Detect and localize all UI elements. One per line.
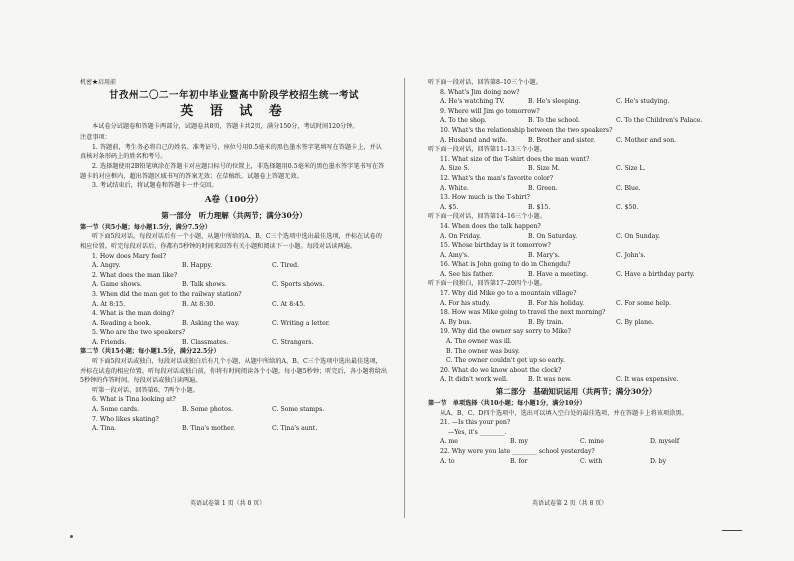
question-stem: 5. Who are the two speakers?	[92, 329, 186, 337]
option-a: A. Angry.	[92, 262, 121, 270]
option-row	[428, 375, 724, 385]
note-2: 2. 选择题使用2B铅笔填涂在答题卡对应题目标号的位置上，非选择题用0.5毫米的黑色墨水签字笔书写在答题卡的对应框内，超出答题区域书写的答案无效；在草稿纸、试题卷上答题无效。	[80, 162, 385, 180]
option-b: B. At 8:30.	[182, 300, 216, 308]
option-row	[428, 251, 724, 261]
option-c: C. Writing a letter.	[272, 319, 331, 327]
question-stem: 16. What is John going to do in Chengdu?	[440, 261, 571, 269]
question-stem: 22. Why were you late ________ school yesterday?	[440, 447, 595, 455]
option-c: C. mine	[580, 438, 604, 446]
option-row	[428, 164, 724, 174]
sec2-lead: 听第一段对话，回答第6、7两个小题。	[92, 386, 199, 394]
option-c: C. On Sunday.	[616, 232, 660, 240]
option-b: B. The owner was busy.	[446, 347, 520, 355]
part2-title: 第二部分 基础知识运用（共两节；满分30分）	[495, 387, 657, 396]
option-c: C. Size L.	[616, 165, 646, 173]
page-divider	[404, 78, 405, 518]
note-3: 3. 考试结束后，将试题卷和答题卡一并交回。	[92, 182, 218, 190]
option-row	[80, 405, 388, 415]
option-a: A. It didn't work well.	[440, 376, 508, 384]
question-stem: 14. When does the talk happen?	[440, 222, 541, 230]
question-stem: 21. —Is this your pen?	[440, 419, 511, 427]
option-c: C. To the Children's Palace.	[616, 117, 703, 125]
option-b: B. By train.	[528, 318, 564, 326]
option-a: A. The owner was ill.	[446, 338, 512, 346]
question-stem: 6. What is Tina looking at?	[92, 396, 176, 404]
sec2-instructions: 听下面5段对话或独白，每段对话或独白后有几个小题，从题中所给的A、B、C三个选项中选出最佳选项，并标在试卷的相应位置。听每段对话或独白前，你将有时间阅读各个小题，每小题5秒钟；听完后，各小题将给出5秒钟的作答时间。每段对话或独白读两遍。	[80, 358, 388, 385]
option-b: B. for	[510, 457, 528, 465]
option-b: B. He's sleeping.	[528, 98, 581, 106]
option-a: A. $5.	[440, 203, 459, 211]
option-a: A. me	[440, 438, 458, 446]
option-row	[428, 116, 724, 126]
option-a: A. At 8:15.	[92, 300, 126, 308]
option-d: D. myself	[650, 438, 680, 446]
page-2	[428, 78, 724, 466]
option-b: B. Tina's mother.	[182, 425, 236, 433]
option-c: C. He's studying.	[616, 98, 670, 106]
option-a: A. Tina.	[92, 425, 117, 433]
sec1-instructions: 听下面5段对话，每段对话后有一个小题，从题中所给的A、B、C三个选项中选出最佳选项，并标在试卷的相应位置。听完每段对话后，你都有5秒钟的时间来回答有关小题和阅读下一小题。每段对话读两遍。	[80, 233, 382, 250]
option-b: B. It was new.	[528, 376, 572, 384]
option-b: B. Green.	[528, 184, 558, 192]
option-d: D. by	[650, 457, 667, 465]
option-row	[428, 270, 724, 280]
page-footer-1: 英语试卷第 1 页（共 8 页）	[190, 500, 266, 507]
page-1	[80, 78, 388, 434]
option-a: A. On Friday.	[440, 232, 481, 240]
option-c: C. By plane.	[616, 318, 654, 326]
option-a: A. To the shop.	[440, 117, 487, 125]
option-c: C. Tired.	[272, 262, 300, 270]
single-choice-instructions: 从A、B、C、D四个选项中，选出可以填入空白处的最佳选项，并在答题卡上将该项涂黑。	[440, 409, 688, 417]
sec1-heading: 第一节（共5小题；每小题1.5分，满分7.5分）	[80, 223, 212, 231]
option-row	[428, 97, 724, 107]
option-row	[428, 437, 724, 447]
volume-title: A卷（100分）	[204, 194, 264, 205]
question-stem-line2: —Yes, it's ________.	[448, 428, 507, 436]
option-b: B. my	[510, 438, 528, 446]
option-b: B. For his holiday.	[528, 299, 585, 307]
option-row	[80, 424, 388, 434]
option-c: C. It was expensive.	[616, 376, 679, 384]
question-stem: 11. What size of the T-shirt does the man want?	[440, 155, 590, 163]
option-b: B. Happy.	[182, 262, 213, 270]
question-stem: 9. Where will Jim go tomorrow?	[440, 107, 540, 115]
option-c: C. Blue.	[616, 184, 641, 192]
option-a: A. Game shows.	[92, 281, 142, 289]
option-a: A. Husband and wife.	[440, 136, 508, 144]
lead-8-10: 听下面一段对话，回答第8–10三个小题。	[428, 79, 542, 86]
option-a: A. By bus.	[440, 318, 472, 326]
option-b: B. Asking the way.	[182, 319, 240, 327]
option-c: C. Strangers.	[272, 338, 314, 346]
option-c: C. Some stamps.	[272, 406, 325, 414]
option-c: C. Mother and son.	[616, 136, 677, 144]
question-stem: 1. How does Mary feel?	[92, 252, 167, 260]
option-a: A. Amy's.	[440, 251, 470, 259]
option-b: B. Size M.	[528, 165, 560, 173]
secret-label: 机密★启用前	[80, 79, 117, 86]
question-group-6-7	[80, 395, 388, 433]
question-stem: 8. What's Jim doing now?	[440, 88, 520, 96]
question-stem: 19. Why did the owner say sorry to Mike?	[440, 328, 572, 336]
option-b: B. Talk shows.	[182, 281, 227, 289]
option-a: A. Some cards.	[92, 406, 140, 414]
question-stem: 10. What's the relationship between the two speakers?	[440, 126, 613, 134]
option-c: C. At 8:45.	[272, 300, 306, 308]
option-c: C. Have a birthday party.	[616, 270, 695, 278]
option-b: B. Classmates.	[182, 338, 229, 346]
sec2-heading: 第二节（共15小题；每小题1.5分，满分22.5分）	[80, 348, 220, 356]
exam-intro: 本试卷分试题卷和答题卡两部分，试题卷共8页，答题卡共2页，满分150分，考试时间120分钟。	[92, 122, 359, 130]
part1-title: 第一部分 听力理解（共两节；满分30分）	[161, 210, 307, 220]
option-b: B. On Saturday.	[528, 232, 578, 240]
option-c: C. $50.	[616, 203, 639, 211]
option-c: C. The owner couldn't get up so early.	[446, 357, 565, 365]
option-row	[428, 318, 724, 328]
option-a: A. Reading a book.	[92, 319, 152, 327]
option-c: C. Sports shows.	[272, 281, 325, 289]
option-row	[428, 299, 724, 309]
option-c: C. John's.	[616, 251, 646, 259]
exam-title: 甘孜州二〇二一年初中毕业暨高中阶段学校招生统一考试	[108, 89, 359, 101]
question-stem: 20. What do we know about the clock?	[440, 366, 562, 374]
question-stem: 3. When did the man get to the railway station?	[92, 290, 242, 298]
option-c: C. Tina's aunt.	[272, 425, 318, 433]
option-b: B. Have a meeting.	[528, 270, 588, 278]
option-row	[428, 232, 724, 242]
question-stem: 18. How was Mike going to travel the next morning?	[440, 309, 606, 317]
lead-17-20: 听下面一段独白，回答第17–20四个小题。	[428, 280, 546, 288]
option-a: A. White.	[440, 184, 469, 192]
question-stem: 4. What is the man doing?	[92, 310, 175, 318]
option-b: B. To the school.	[528, 117, 580, 125]
corner-mark	[722, 530, 742, 531]
exam-subject: 英 语 试 卷	[180, 103, 288, 119]
question-stem: 2. What does the man like?	[92, 271, 178, 279]
option-a: A. See his father.	[440, 270, 494, 278]
question-stem: 17. Why did Mike go to a mountain village?	[440, 290, 577, 298]
binding-dot	[70, 535, 73, 538]
option-a: A. Size S.	[440, 165, 470, 173]
option-row	[80, 338, 388, 348]
option-a: A. Friends.	[92, 338, 127, 346]
option-row	[428, 203, 724, 213]
notes-title: 注意事项：	[80, 134, 111, 142]
option-row	[80, 319, 388, 329]
page-footer-2: 英语试卷第 2 页（共 8 页）	[532, 500, 608, 507]
question-stem: 12. What's the man's favorite color?	[440, 174, 554, 182]
option-a: A. He's watching TV.	[440, 98, 505, 106]
note-1: 1. 答题前，考生务必将自己的姓名、准考证号、座位号用0.5毫米的黑色墨水签字笔填写在答题卡上，并认真核对条形码上的姓名和考号。	[80, 143, 382, 161]
option-b: B. Brother and sister.	[528, 136, 596, 144]
single-choice-heading: 第一节 单项选择（共10小题；每小题1分，满分10分）	[428, 400, 586, 407]
option-a: A. to	[440, 457, 455, 465]
option-row	[80, 261, 388, 271]
option-row	[428, 184, 724, 194]
option-b: B. Mary's.	[528, 251, 560, 259]
question-group-1-5	[80, 252, 388, 348]
option-c: C. with	[580, 457, 603, 465]
option-row	[80, 280, 388, 290]
option-b: B. $15.	[528, 203, 551, 211]
option-c: C. For some help.	[616, 299, 672, 307]
question-stem: 7. Who likes skating?	[92, 415, 159, 423]
lead-11-13: 听下面一段对话，回答第11–13三个小题。	[428, 146, 546, 154]
option-b: B. Some photos.	[182, 406, 233, 414]
option-a: A. For his study.	[440, 299, 491, 307]
question-stem: 13. How much is the T-shirt?	[440, 194, 531, 202]
question-stem: 15. Whose birthday is it tomorrow?	[440, 242, 551, 250]
option-row	[80, 300, 388, 310]
lead-14-16: 听下面一段对话，回答第14–16三个小题。	[428, 213, 546, 221]
option-row	[428, 136, 724, 146]
option-row	[428, 457, 724, 467]
